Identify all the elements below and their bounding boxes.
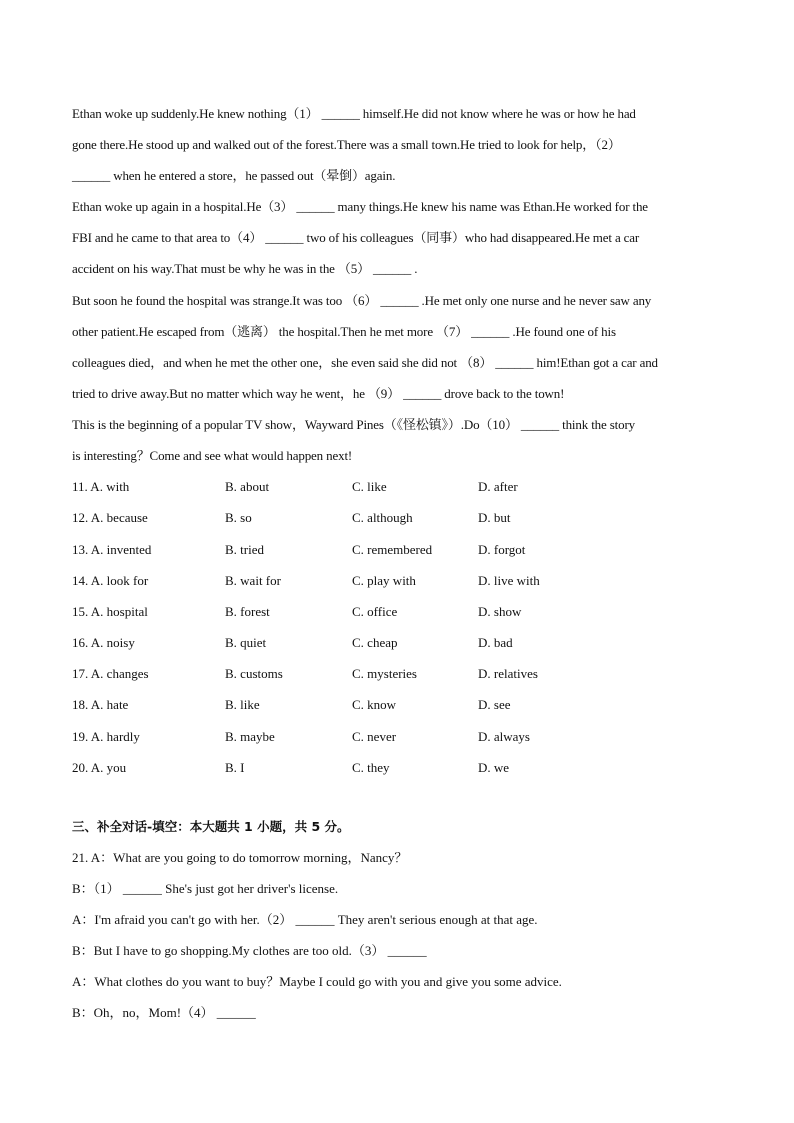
choice-row <box>72 627 732 658</box>
dialogue-line: 21. A：What are you going to do tomorrow morning，Nancy？ <box>72 850 408 865</box>
passage-line: Ethan woke up suddenly.He knew nothing（1） ______ himself.He did not know where he was or how he had <box>72 106 636 121</box>
option-d: D. but <box>478 510 511 526</box>
section-title: 三、补全对话-填空：本大题共 1 小题，共 5 分。 <box>72 819 350 834</box>
dialogue-line: B：But I have to go shopping.My clothes are too old.（3） ______ <box>72 943 427 959</box>
option-d: D. bad <box>478 635 513 651</box>
choice-row <box>72 565 732 596</box>
option-b: B. customs <box>225 666 283 682</box>
option-b: B. like <box>225 697 260 713</box>
option-d: D. show <box>478 603 522 619</box>
passage-line: Ethan woke up again in a hospital.He（3） ______ many things.He knew his name was Ethan.He worked for the <box>72 199 648 215</box>
option-d: D. see <box>478 697 511 713</box>
document-page <box>72 98 732 1029</box>
choice-row <box>72 658 732 689</box>
option-b: B. I <box>225 759 245 775</box>
passage-line: is interesting？Come and see what would happen next! <box>72 448 353 464</box>
option-a: 13. A. invented <box>72 541 152 557</box>
option-a: 17. A. changes <box>72 666 149 682</box>
option-c: C. never <box>352 728 397 744</box>
option-b: B. tried <box>225 541 264 557</box>
passage-line: accident on his way.That must be why he was in the （5） ______ . <box>72 261 418 277</box>
choice-row <box>72 471 732 502</box>
option-c: C. play with <box>352 572 416 588</box>
option-a: 20. A. you <box>72 759 127 775</box>
choice-row <box>72 689 732 720</box>
passage-line: But soon he found the hospital was strange.It was too （6） ______ .He met only one nurse and he never saw any <box>72 292 652 308</box>
option-a: 15. A. hospital <box>72 603 148 619</box>
option-c: C. remembered <box>352 541 433 557</box>
passage-line: FBI and he came to that area to（4） ______ two of his colleagues（同事）who had disappeared.He met a car <box>72 230 640 246</box>
dialogue-line: A：What clothes do you want to buy？Maybe I could go with you and give you some advice. <box>72 974 562 990</box>
option-d: D. forgot <box>478 541 526 557</box>
choices-list <box>72 471 732 783</box>
passage-line: gone there.He stood up and walked out of the forest.There was a small town.He tried to look for help，（2） <box>72 137 621 153</box>
dialogue-line: A：I'm afraid you can't go with her.（2） ______ They aren't serious enough at that age. <box>72 912 538 928</box>
option-a: 16. A. noisy <box>72 635 135 651</box>
option-b: B. so <box>225 510 252 526</box>
passage-line: other patient.He escaped from（逃离） the hospital.Then he met more （7） ______ .He found one of his <box>72 323 616 339</box>
cloze-passage <box>72 98 732 471</box>
choice-row <box>72 534 732 565</box>
option-b: B. maybe <box>225 728 275 744</box>
option-d: D. live with <box>478 572 540 588</box>
dialogue <box>72 842 732 1029</box>
choice-row <box>72 721 732 752</box>
option-c: C. although <box>352 510 413 526</box>
option-a: 12. A. because <box>72 510 148 526</box>
option-a: 14. A. look for <box>72 572 149 588</box>
passage-line: colleagues died，and when he met the other one，she even said she did not （8） ______ him!Ethan got a car and <box>72 354 658 370</box>
choice-row <box>72 596 732 627</box>
option-c: C. know <box>352 697 397 713</box>
passage-line: This is the beginning of a popular TV show，Wayward Pines（《怪松镇》）.Do（10） ______ think the story <box>72 416 635 432</box>
option-b: B. quiet <box>225 635 267 651</box>
option-d: D. after <box>478 479 518 495</box>
option-a: 11. A. with <box>72 479 130 495</box>
option-a: 18. A. hate <box>72 697 129 713</box>
choice-row <box>72 752 732 783</box>
option-c: C. office <box>352 603 398 619</box>
option-b: B. wait for <box>225 572 281 588</box>
option-a: 19. A. hardly <box>72 728 140 744</box>
option-c: C. like <box>352 479 387 495</box>
option-c: C. they <box>352 759 390 775</box>
choice-row <box>72 502 732 533</box>
dialogue-line: B：（1） ______ She's just got her driver's license. <box>72 881 339 897</box>
section-spacer <box>72 783 732 811</box>
option-c: C. cheap <box>352 635 398 651</box>
option-d: D. relatives <box>478 666 538 682</box>
passage-line: tried to drive away.But no matter which way he went，he （9） ______ drove back to the town! <box>72 385 565 401</box>
option-b: B. about <box>225 479 270 495</box>
option-d: D. we <box>478 759 510 775</box>
dialogue-line: B：Oh，no，Mom!（4） ______ <box>72 1005 256 1021</box>
option-b: B. forest <box>225 603 270 619</box>
option-d: D. always <box>478 728 530 744</box>
option-c: C. mysteries <box>352 666 417 682</box>
passage-line: ______ when he entered a store，he passed out（晕倒）again. <box>72 168 396 184</box>
